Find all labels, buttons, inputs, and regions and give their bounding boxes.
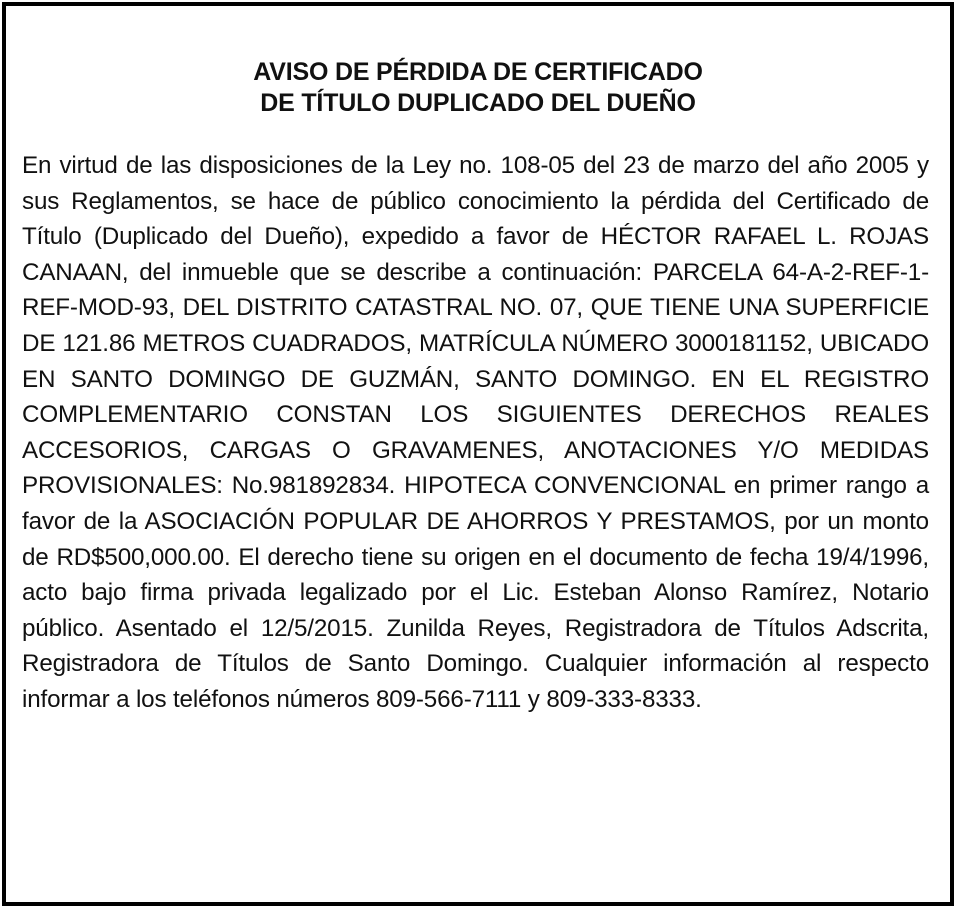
notice-body: En virtud de las disposiciones de la Ley no. 108-05 del 23 de marzo del año 2005 y sus Reglamentos, se hace de público conocimiento la pérdida del Certificado de Título (Duplicado del Dueño), expedido a favor de HÉCTOR RAFAEL L. ROJAS CANAAN, del inmueble que se describe a continuación: PARCELA 64-A-2-REF-1-REF-MOD-93, DEL DISTRITO CATASTRAL NO. 07, QUE TIENE UNA SUPERFICIE DE 121.86 METROS CUADRADOS, MATRÍCULA NÚMERO 3000181152, UBICADO EN SANTO DOMINGO DE GUZMÁN, SANTO DOMINGO. EN EL REGISTRO COMPLEMENTARIO CONSTAN LOS SIGUIENTES DERECHOS REALES ACCESORIOS, CARGAS O GRAVAMENES, ANOTACIONES Y/O MEDIDAS PROVISIONALES: No.981892834. HIPOTECA CONVENCIONAL en primer rango a favor de la ASOCIACIÓN POPULAR DE AHORROS Y PRESTAMOS, por un monto de RD$500,000.00. El derecho tiene su origen en el documento de fecha 19/4/1996, acto bajo firma privada legalizado por el Lic. Esteban Alonso Ramírez, Notario público. Asentado el 12/5/2015. Zunilda Reyes, Registradora de Títulos Adscrita, Registradora de Títulos de Santo Domingo. Cualquier información al respecto informar a los teléfonos números 809-566-7111 y 809-333-8333. [22,152,929,713]
notice-frame [2,2,954,906]
notice-title-line-2: DE TÍTULO DUPLICADO DEL DUEÑO [260,89,696,117]
notice-title [6,57,950,119]
notice-title-line-1: AVISO DE PÉRDIDA DE CERTIFICADO [253,58,703,86]
